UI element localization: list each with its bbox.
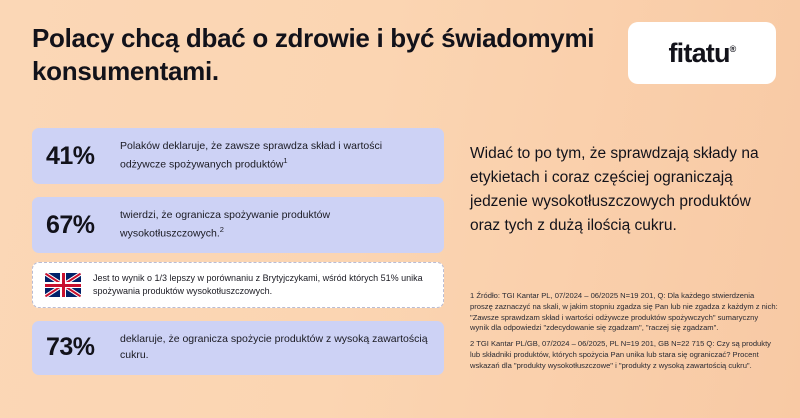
stat-percent: 67% bbox=[46, 210, 95, 239]
sources-block bbox=[470, 291, 778, 376]
stat-footnote-marker: 1 bbox=[283, 155, 288, 165]
summary-column bbox=[470, 142, 776, 238]
stat-description-text: deklaruje, że ogranicza spożycie produktów z wysoką zawartością cukru. bbox=[120, 333, 428, 361]
stat-description-text: twierdzi, że ogranicza spożywanie produktów wysokotłuszczowych. bbox=[120, 209, 331, 240]
comparison-note bbox=[32, 262, 444, 308]
logo-wordmark bbox=[668, 38, 735, 69]
stat-card bbox=[32, 197, 444, 253]
stat-description bbox=[120, 208, 430, 242]
stat-description-text: Polaków deklaruje, że zawsze sprawdza skład i wartości odżywcze spożywanych produktów bbox=[120, 140, 383, 171]
source-note-2: 2 TGI Kantar PL/GB, 07/2024 – 06/2025, PL N=19 201, GB N=22 715 Q: Czy są produkty lub składniki produktów, których spożycia Pan unika lub stara się ograniczać? Procent wskazań dla "produkty wysokotłuszczowe" i "produkty z wysoką zawartością cukru". bbox=[470, 339, 771, 370]
source-note-1: 1 Źródło: TGI Kantar PL, 07/2024 – 06/2025 N=19 201, Q: Dla każdego stwierdzenia proszę zaznaczyć na skali, w jakim stopniu zgadza się Pan lub nie zgadza z każdym z nich: "Zawsze sprawdzam skład i wartości odżywcze produktów spożywczych" sumaryczny wynik dla odpowiedzi "zdecydowanie się zgadzam", "raczej się zgadzam". bbox=[470, 291, 778, 333]
stat-card bbox=[32, 128, 444, 184]
logo-text: fitatu bbox=[668, 37, 730, 68]
summary-paragraph: Widać to po tym, że sprawdzają składy na etykietach i coraz częściej ograniczają jedzenie wysokotłuszczowych produktów oraz tych z dużą ilością cukru. bbox=[470, 145, 759, 235]
brand-logo bbox=[628, 22, 776, 84]
stats-column bbox=[32, 128, 444, 388]
stat-percent: 73% bbox=[46, 333, 95, 362]
comparison-note-text: Jest to wynik o 1/3 lepszy w porównaniu z Brytyjczykami, wśród których 51% unika spożywania produktów wysokotłuszczowych. bbox=[93, 273, 423, 297]
stat-percent: 41% bbox=[46, 141, 95, 170]
stat-description bbox=[120, 332, 430, 364]
page-title: Polacy chcą dbać o zdrowie i być świadomymi konsumentami. bbox=[32, 23, 595, 87]
stat-footnote-marker: 2 bbox=[219, 224, 224, 234]
uk-flag-icon bbox=[45, 273, 81, 297]
logo-registered-mark: ® bbox=[729, 43, 736, 54]
stat-description bbox=[120, 139, 430, 173]
stat-card bbox=[32, 321, 444, 375]
